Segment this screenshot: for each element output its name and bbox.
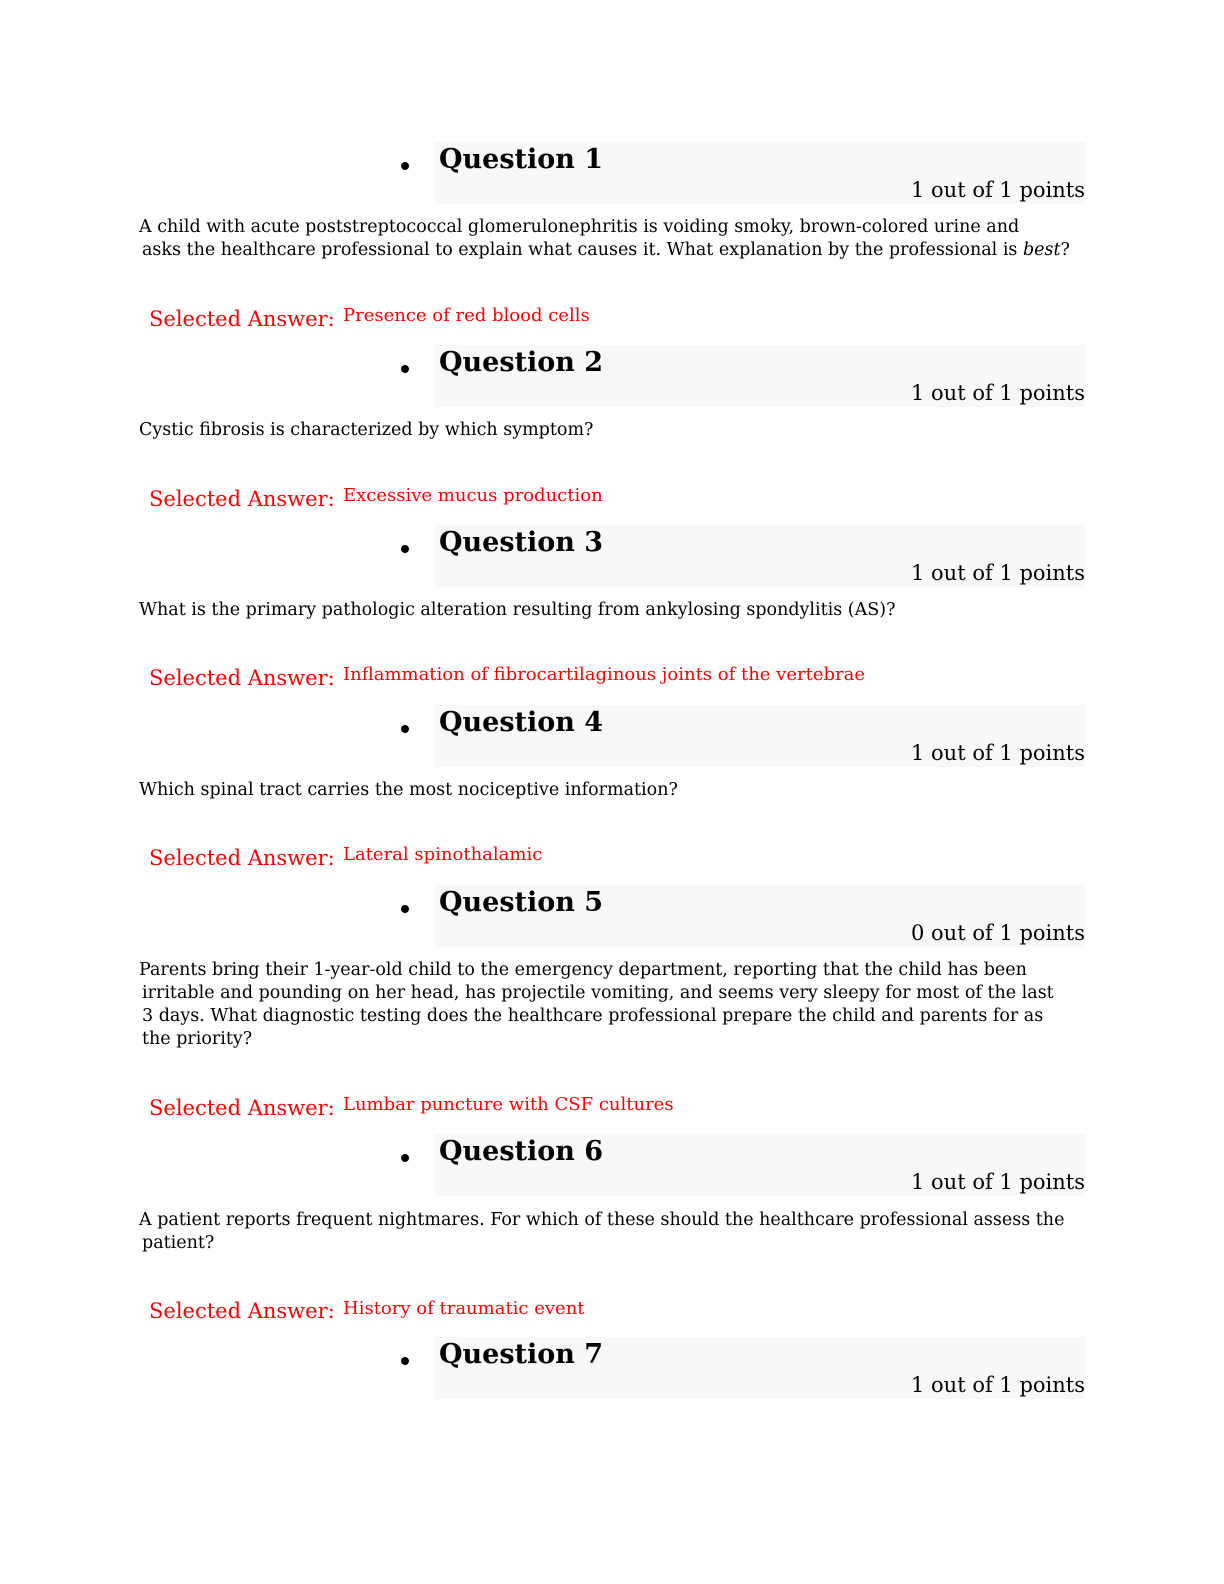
question-header [435,885,1085,947]
question-text-line: A patient reports frequent nightmares. For which of these should the healthcare professional assess the [139,1210,1065,1230]
selected-answer-value: Lumbar puncture with CSF cultures [343,1094,674,1115]
bullet-icon [401,1154,409,1162]
question-text-line: Which spinal tract carries the most nociceptive information? [139,780,678,800]
selected-answer-label: Selected Answer: [149,307,335,331]
question-text-line [139,239,1070,262]
selected-answer-label: Selected Answer: [149,666,335,690]
selected-answer-label: Selected Answer: [149,1299,335,1323]
question-text-line: A child with acute poststreptococcal glomerulonephritis is voiding smoky, brown-colored urine and [139,217,1020,237]
question-text-line: irritable and pounding on her head, has projectile vomiting, and seems very sleepy for most of the last [142,983,1054,1003]
question-text-line: patient? [142,1233,215,1253]
question-text [139,216,1070,262]
question-points: 1 out of 1 points [911,741,1085,765]
bullet-icon [401,725,409,733]
question-title: Question 1 [439,144,604,175]
question-title: Question 4 [439,707,604,738]
selected-answer-value: Excessive mucus production [343,485,603,506]
question-title: Question 2 [439,347,604,378]
question-points: 1 out of 1 points [911,178,1085,202]
selected-answer-value: History of traumatic event [343,1298,585,1319]
question-title: Question 6 [439,1136,604,1167]
question-text [139,419,1039,442]
bullet-icon [401,1357,409,1365]
question-text-line: 3 days. What diagnostic testing does the healthcare professional prepare the child and parents for as [142,1006,1044,1026]
question-text-span: asks the healthcare professional to explain what causes it. What explanation by the professional is [142,240,1023,260]
question-header [435,1134,1085,1196]
question-points: 0 out of 1 points [911,921,1085,945]
question-text [139,1209,1065,1255]
selected-answer-value: Presence of red blood cells [343,305,590,326]
question-header [435,525,1085,587]
question-points: 1 out of 1 points [911,381,1085,405]
question-text [139,779,1039,802]
question-text-line: Parents bring their 1-year-old child to the emergency department, reporting that the child has been [139,960,1027,980]
question-points: 1 out of 1 points [911,1373,1085,1397]
question-title: Question 7 [439,1339,604,1370]
selected-answer-value: Lateral spinothalamic [343,844,543,865]
question-title: Question 3 [439,527,604,558]
question-text [139,599,1039,622]
bullet-icon [401,545,409,553]
question-text [139,959,1054,1051]
question-text-end: ? [1060,240,1070,260]
selected-answer-label: Selected Answer: [149,487,335,511]
question-header [435,1337,1085,1399]
question-text-line: the priority? [142,1029,253,1049]
question-text-line: Cystic fibrosis is characterized by which symptom? [139,420,594,440]
bullet-icon [401,162,409,170]
question-header [435,142,1085,204]
question-text-emphasis: best [1022,240,1061,260]
selected-answer-value: Inflammation of fibrocartilaginous joints of the vertebrae [343,664,865,685]
question-title: Question 5 [439,887,604,918]
question-header [435,705,1085,767]
bullet-icon [401,905,409,913]
question-points: 1 out of 1 points [911,1170,1085,1194]
selected-answer-label: Selected Answer: [149,1096,335,1120]
selected-answer-label: Selected Answer: [149,846,335,870]
question-header [435,345,1085,407]
bullet-icon [401,365,409,373]
question-points: 1 out of 1 points [911,561,1085,585]
question-text-line: What is the primary pathologic alteration resulting from ankylosing spondylitis (AS)? [139,600,896,620]
